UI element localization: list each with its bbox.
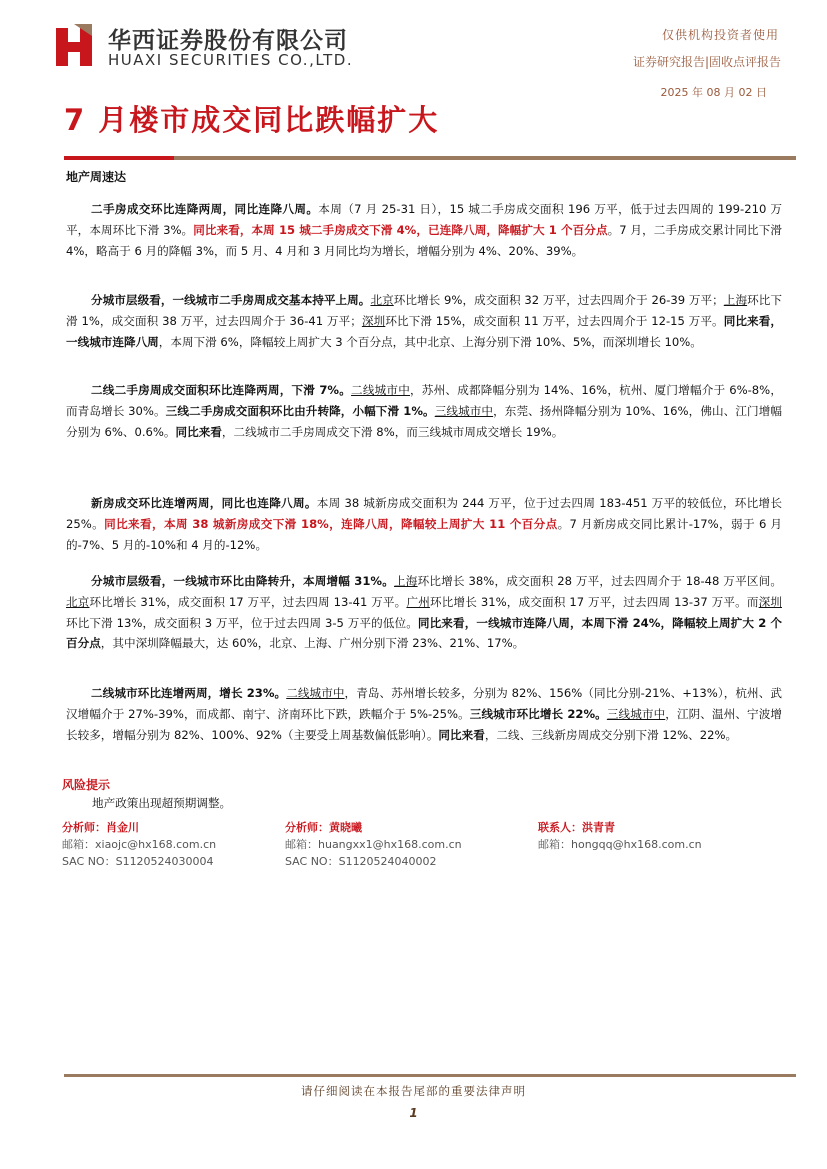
city-label: 上海 <box>723 293 748 307</box>
city-label: 深圳 <box>361 313 386 328</box>
footer-divider <box>64 1074 796 1077</box>
city-tier-label: 二线城市中 <box>351 383 411 397</box>
company-logo <box>52 24 96 70</box>
body-text: ，苏州、成都降幅分别为 14%、16%，杭州、厦门增幅介于 6%-8%，而青岛增长 30%。 <box>66 383 782 418</box>
paragraph-secondhand-overview <box>66 199 782 261</box>
company-name-en: HUAXI SECURITIES CO.,LTD. <box>108 51 354 69</box>
report-type: 证券研究报告|固收点评报告 <box>632 55 781 69</box>
city-label: 北京 <box>66 594 90 609</box>
body-text: 本周 38 城新房成交面积为 244 万平，位于过去四周 183-451 万平的较低位，环比增长 25%。 <box>66 496 782 531</box>
body-text: 环比增长 31%，成交面积 17 万平，过去四周 13-41 万平。 <box>89 594 407 609</box>
body-text: ，二线、三线新房周成交分别下滑 12%、22%。 <box>484 727 738 742</box>
body-text: 。7 月新房成交同比累计-17%，弱于 6 月的-7%、5 月的-10%和 4 月的-12%。 <box>66 516 783 552</box>
analyst-block <box>285 819 462 870</box>
city-label: 深圳 <box>758 594 782 609</box>
risk-text: 地产政策出现超预期调整。 <box>92 796 232 810</box>
analyst-email: 邮箱：xiaojc@hx168.com.cn <box>62 838 217 851</box>
highlight-text: 同比来看，本周 15 城二手房成交下滑 4%，已连降八周，降幅扩大 1 个百分点 <box>193 222 608 237</box>
contact-name: 联系人：洪青青 <box>538 821 615 834</box>
body-text: 环比增长 31%，成交面积 17 万平，过去四周 13-37 万平。而 <box>429 594 759 609</box>
body-text: ，其中深圳降幅最大，达 60%，北京、上海、广州分别下滑 23%、21%、17%。 <box>100 636 525 651</box>
city-tier-label: 三线城市中 <box>606 706 666 721</box>
title-divider <box>64 156 796 160</box>
bold-text: 同比来看，一线城市连降八周 <box>66 313 782 349</box>
contact-block <box>538 819 702 853</box>
highlight-text: 同比来看，本周 38 城新房成交下滑 18%，连降八周，降幅较上周扩大 11 个百分点 <box>104 516 558 531</box>
bold-text: 三线城市环比增长 22%。 <box>469 706 607 721</box>
analyst-name: 分析师：肖金川 <box>62 821 139 834</box>
paragraph-newhome-overview <box>66 493 782 555</box>
analyst-block <box>62 819 216 870</box>
bold-text: 三线二手房成交面积环比由升转降，小幅下滑 1%。 <box>165 403 435 418</box>
body-text: ，青岛、苏州增长较多，分别为 82%、156%（同比分别-21%、+13%），杭州、武汉增幅介于 27%-39%，而成都、南宁、济南环比下跌，跌幅介于 5%-25%。 <box>66 686 782 721</box>
lead-sentence: 二线城市环比连增两周，增长 23%。 <box>91 686 287 700</box>
lead-sentence: 二线二手房周成交面积环比连降两周，下滑 7%。 <box>91 383 352 397</box>
section-title: 地产周速达 <box>66 170 127 184</box>
paragraph-tier1-secondhand <box>66 290 782 352</box>
risk-title: 风险提示 <box>62 778 111 792</box>
company-name-cn: 华西证券股份有限公司 <box>108 28 348 54</box>
analyst-name: 分析师：黄晓曦 <box>285 821 362 834</box>
lead-sentence: 二手房成交环比连降两周，同比连降八周。 <box>91 202 319 216</box>
body-text: 本周（7 月 25-31 日），15 城二手房成交面积 196 万平，低于过去四周的 199-210 万平，本周环比下滑 3%。 <box>66 202 782 237</box>
body-text: ，二线城市二手房周成交下滑 8%，而三线城市周成交增长 19%。 <box>221 424 564 439</box>
body-text: ，江阴、温州、宁波增长较多，增幅分别为 82%、100%、92%（主要受上周基数偏低影响）。 <box>66 706 782 742</box>
analyst-sac: SAC NO：S1120524040002 <box>285 855 437 868</box>
bold-text: 同比来看，一线城市连降八周，本周下滑 24%，降幅较上周扩大 2 个百分点 <box>66 615 782 651</box>
city-label: 上海 <box>394 574 418 588</box>
body-text: 。7 月，二手房成交累计同比下滑 4%，略高于 6 月的降幅 3%，而 5 月、4 月和 3 月同比均为增长，增幅分别为 4%、20%、39%。 <box>66 222 782 258</box>
bold-text: 同比来看 <box>175 424 222 439</box>
bold-text: 同比来看 <box>438 727 485 742</box>
body-text: ，本周下滑 6%，降幅较上周扩大 3 个百分点，其中北京、上海分别下滑 10%、5%，而深圳增长 10%。 <box>158 334 702 349</box>
paragraph-tier23-newhome <box>66 683 782 745</box>
body-text: 环比增长 38%，成交面积 28 万平，过去四周介于 18-48 万平区间。 <box>417 574 782 588</box>
lead-sentence: 分城市层级看，一线城市二手房周成交基本持平上周。 <box>91 293 371 307</box>
paragraph-tier23-secondhand <box>66 380 782 442</box>
audience-note: 仅供机构投资者使用 <box>661 28 779 42</box>
report-date: 2025 年 08 月 02 日 <box>660 86 767 99</box>
contact-email: 邮箱：hongqq@hx168.com.cn <box>538 838 702 851</box>
city-tier-label: 三线城市中 <box>434 403 494 418</box>
body-text: 环比下滑 13%，成交面积 3 万平，位于过去四周 3-5 万平的低位。 <box>66 615 418 630</box>
body-text: 环比增长 9%，成交面积 32 万平，过去四周介于 26-39 万平； <box>393 293 724 307</box>
analyst-email: 邮箱：huangxx1@hx168.com.cn <box>285 838 462 851</box>
analyst-sac: SAC NO：S1120524030004 <box>62 855 214 868</box>
city-label: 广州 <box>406 594 430 609</box>
body-text: 环比下滑 1%，成交面积 38 万平，过去四周介于 36-41 万平； <box>66 293 782 328</box>
body-text: 环比下滑 15%，成交面积 11 万平，过去四周介于 12-15 万平。 <box>385 313 724 328</box>
city-tier-label: 二线城市中 <box>286 686 345 700</box>
page-title: 7 月楼市成交同比跌幅扩大 <box>64 103 440 137</box>
paragraph-tier1-newhome <box>66 571 782 654</box>
lead-sentence: 分城市层级看，一线城市环比由降转升，本周增幅 31%。 <box>91 574 395 588</box>
page-number: 1 <box>409 1106 418 1120</box>
body-text: ，东莞、扬州降幅分别为 10%、16%，佛山、江门增幅分别为 6%、0.6%。 <box>66 403 782 439</box>
legal-disclaimer: 请仔细阅读在本报告尾部的重要法律声明 <box>301 1084 526 1098</box>
city-label: 北京 <box>370 293 394 307</box>
lead-sentence: 新房成交环比连增两周，同比也连降八周。 <box>91 496 317 510</box>
